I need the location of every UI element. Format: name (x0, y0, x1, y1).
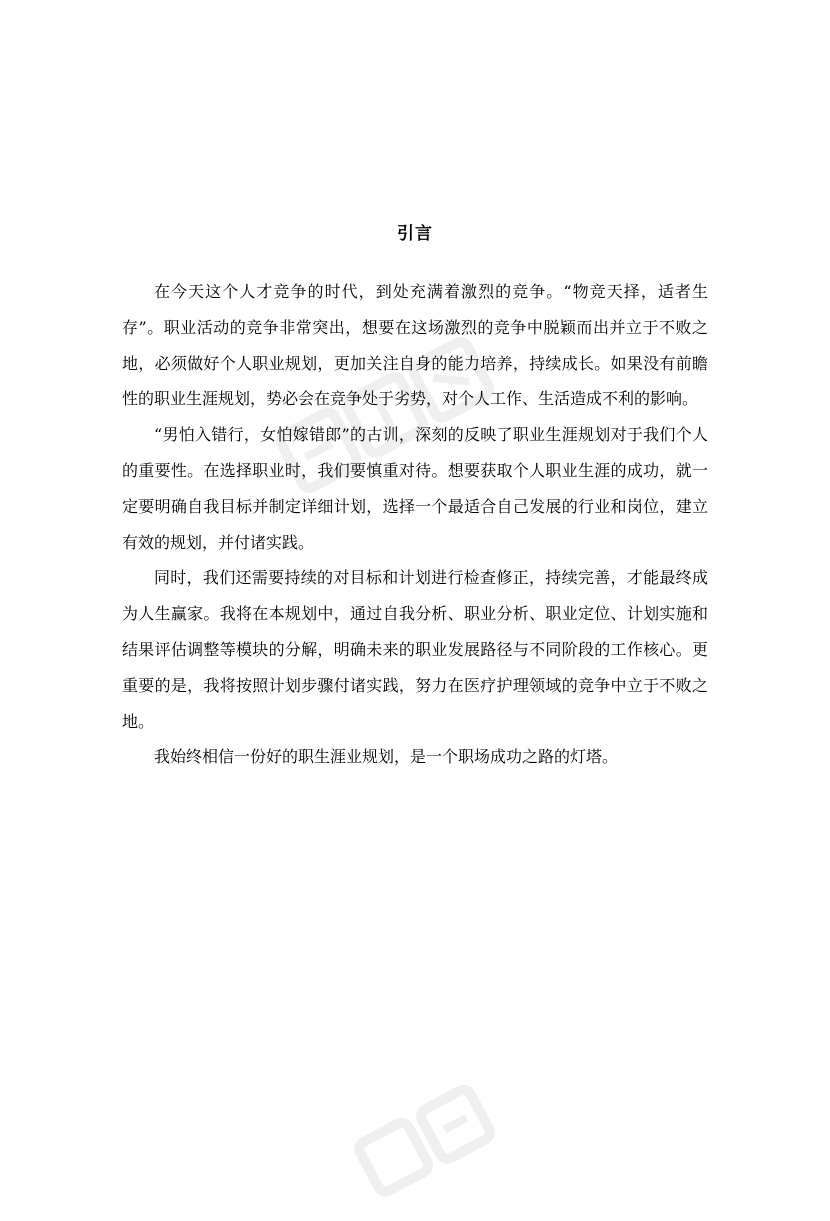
paragraph: 在今天这个人才竞争的时代，到处充满着激烈的竞争。“物竞天择，适者生存”。职业活动的竞争非常突出，想要在这场激烈的竞争中脱颖而出并立于不败之地，必须做好个人职业规划，更加关注自身的能力培养，持续成长。如果没有前瞻性的职业生涯规划，势必会在竞争处于劣势，对个人工作、生活造成不利的影响。 (122, 282, 708, 409)
page-title: 引言 (397, 224, 433, 244)
body-text (122, 274, 708, 775)
paragraph: “男怕入错行，女怕嫁错郎”的古训，深刻的反映了职业生涯规划对于我们个人的重要性。在选择职业时，我们要慎重对待。想要获取个人职业生涯的成功，就一定要明确自我目标并制定详细计划，选择一个最适合自己发展的行业和岗位，建立有效的规划，并付诸实践。 (122, 425, 708, 552)
paragraph: 同时，我们还需要持续的对目标和计划进行检查修正，持续完善，才能最终成为人生赢家。我将在本规划中，通过自我分析、职业分析、职业定位、计划实施和结果评估调整等模块的分解，明确未来的职业发展路径与不同阶段的工作核心。更重要的是，我将按照计划步骤付诸实践，努力在医疗护理领域的竞争中立于不败之地。 (122, 568, 708, 731)
watermark-graphic-bottom (338, 1039, 562, 1221)
paragraph: 我始终相信一份好的职生涯业规划，是一个职场成功之路的灯塔。 (154, 747, 619, 767)
